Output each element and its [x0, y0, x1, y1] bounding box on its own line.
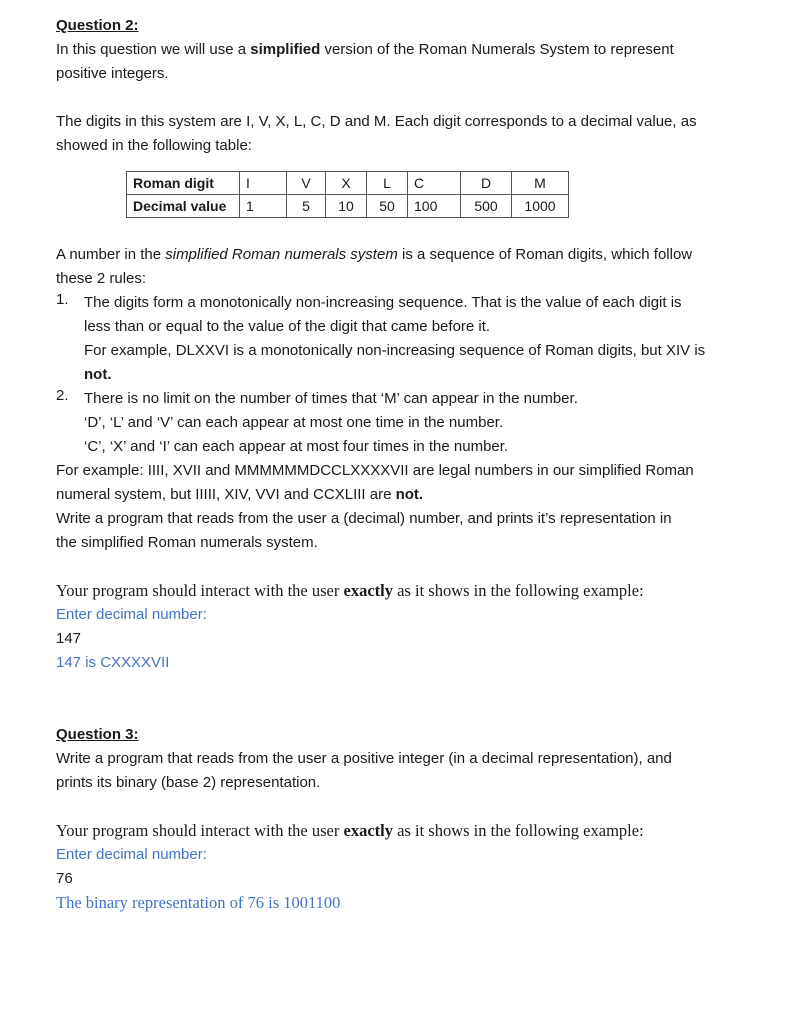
table-cell: M: [512, 172, 569, 195]
q2-example-text-cont: numeral system, but IIIII, XIV, VVI and CCXLIII are not.: [56, 486, 424, 503]
table-cell: 5: [287, 195, 326, 218]
list-number: 2.: [56, 387, 69, 404]
q2-digits-text: The digits in this system are I, V, X, L, C, D and M. Each digit corresponds to a decimal value, as: [56, 113, 697, 130]
table-cell: L: [367, 172, 408, 195]
table-row-decimal: [127, 195, 569, 218]
table-cell: X: [326, 172, 367, 195]
list-number: 1.: [56, 291, 69, 308]
table-cell: 1000: [512, 195, 569, 218]
table-cell: 50: [367, 195, 408, 218]
list-item: [56, 291, 736, 387]
table-cell: 100: [408, 195, 461, 218]
table-cell: 500: [461, 195, 512, 218]
question-2-heading: Question 2:: [56, 17, 139, 34]
q3-example-output: The binary representation of 76 is 1001100: [56, 893, 341, 912]
list-item: [56, 387, 736, 459]
q2-task: Write a program that reads from the user a (decimal) number, and prints it’s representation in: [56, 510, 672, 527]
q3-example-prompt: Enter decimal number:: [56, 846, 207, 863]
q3-task: Write a program that reads from the user a positive integer (in a decimal representation), and: [56, 750, 672, 767]
roman-digits-table: [126, 171, 569, 218]
table-row-label: Roman digit: [127, 172, 240, 195]
rule-1-example: For example, DLXXVI is a monotonically non-increasing sequence of Roman digits, but XIV is: [84, 342, 706, 359]
rules-list: [56, 291, 736, 459]
rule-1-text: The digits form a monotonically non-increasing sequence. That is the value of each digit is: [84, 294, 682, 311]
q2-intro-cont: positive integers.: [56, 65, 169, 82]
q2-rules-intro: A number in the simplified Roman numerals system is a sequence of Roman digits, which follow: [56, 246, 693, 263]
q2-example-output: 147 is CXXXXVII: [56, 654, 170, 671]
table-cell: 1: [240, 195, 287, 218]
q2-example-input: 147: [56, 630, 82, 647]
table-cell: D: [461, 172, 512, 195]
table-cell: 10: [326, 195, 367, 218]
rule-2-text: ‘C’, ‘X’ and ‘I’ can each appear at most four times in the number.: [84, 438, 509, 455]
document-page: [56, 14, 736, 915]
q2-rules-intro-cont: these 2 rules:: [56, 270, 147, 287]
q2-intro: In this question we will use a simplified version of the Roman Numerals System to represent: [56, 41, 674, 58]
q3-task-cont: prints its binary (base 2) representation.: [56, 774, 321, 791]
table-cell: V: [287, 172, 326, 195]
question-3-heading: Question 3:: [56, 726, 139, 743]
q3-example-input: 76: [56, 870, 73, 887]
q2-digits-text-cont: showed in the following table:: [56, 137, 252, 154]
table-cell: I: [240, 172, 287, 195]
q2-example-prompt: Enter decimal number:: [56, 606, 207, 623]
table-row-label: Decimal value: [127, 195, 240, 218]
q2-interaction-note: Your program should interact with the user exactly as it shows in the following example:: [56, 581, 644, 600]
q3-interaction-note: Your program should interact with the user exactly as it shows in the following example:: [56, 821, 644, 840]
q2-example-text: For example: IIII, XVII and MMMMMMDCCLXXXXVII are legal numbers in our simplified Roman: [56, 462, 694, 479]
rule-2-text: ‘D’, ‘L’ and ‘V’ can each appear at most one time in the number.: [84, 414, 504, 431]
rule-1-text: less than or equal to the value of the digit that came before it.: [84, 318, 491, 335]
rule-2-text: There is no limit on the number of times that ‘M’ can appear in the number.: [84, 390, 578, 407]
table-row-roman: [127, 172, 569, 195]
table-cell: C: [408, 172, 461, 195]
rule-1-example: not.: [84, 366, 112, 383]
q2-task-cont: the simplified Roman numerals system.: [56, 534, 318, 551]
